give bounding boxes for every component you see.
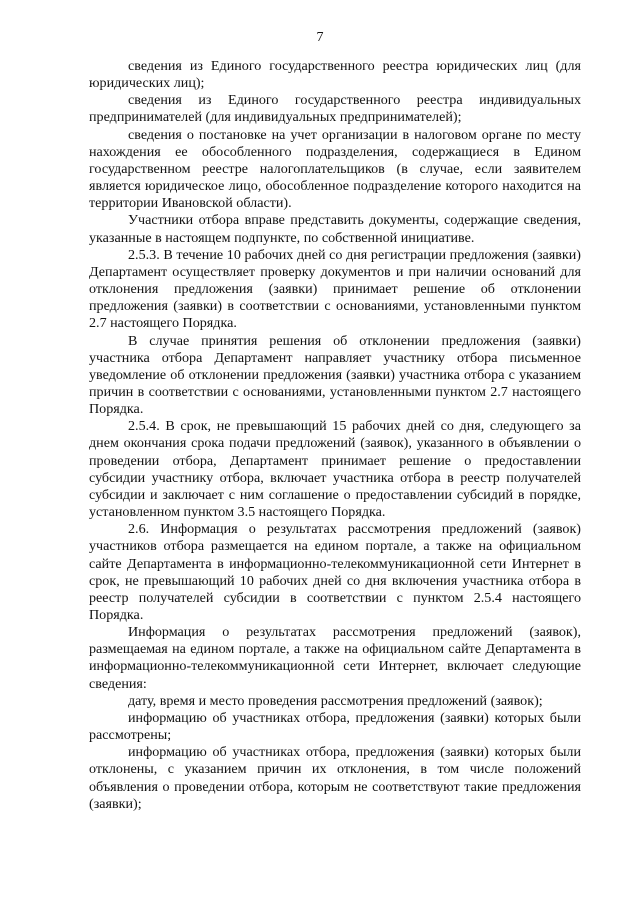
paragraph-rejection-notice: В случае принятия решения об отклонении предложения (заявки) участника отбора Департамент направляет участнику отбора письменное уведомление об отклонении предложения (заявки) участника отбора с указанием причин в соответствии с основаниями, установленными пунктом 2.7 настоящего Порядка. xyxy=(89,332,581,418)
paragraph-2-6: 2.6. Информация о результатах рассмотрения предложений (заявок) участников отбора размещается на едином портале, а также на официальном сайте Департамента в информационно-телекоммуникационной сети Интернет в срок, не превышающий 10 рабочих дней со дня включения участника отбора в реестр получателей субсидии в соответствии с пунктом 2.5.4 настоящего Порядка. xyxy=(89,521,581,623)
paragraph-rejected-participants: информацию об участниках отбора, предложения (заявки) которых были отклонены, с указанием причин их отклонения, в том числе положений объявления о проведении отбора, которым не соответствуют такие предложения (заявки); xyxy=(89,744,581,812)
document-body xyxy=(89,58,581,813)
paragraph-2-5-4: 2.5.4. В срок, не превышающий 15 рабочих дней со дня, следующего за днем окончания срока подачи предложений (заявок), указанного в объявлении о проведении отбора, Департамент принимает решение о предоставлении субсидии участнику отбора, включает участника отбора в реестр получателей субсидии и заключает с ним соглашение о предоставлении субсидий в порядке, установленном пунктом 3.5 настоящего Порядка. xyxy=(89,418,581,521)
page-number: 7 xyxy=(316,30,324,45)
paragraph-date-time-place: дату, время и место проведения рассмотрения предложений (заявок); xyxy=(128,692,543,709)
paragraph-tax-registration-info: сведения о постановке на учет организации в налоговом органе по месту нахождения ее обособленного подразделения, содержащиеся в Едином государственном реестре налогоплательщиков (в случае, если заявителем является юридическое лицо, обособленное подразделение которого находится на территории Ивановской области). xyxy=(89,126,581,212)
paragraph-2-5-3: 2.5.3. В течение 10 рабочих дней со дня регистрации предложения (заявки) Департамент осуществляет проверку документов и при наличии оснований для отклонения предложения (заявки) принимает решение об отклонении предложения (заявки) в соответствии с основаниями, установленными пунктом 2.7 настоящего Порядка. xyxy=(89,246,581,332)
paragraph-egrul-info: сведения из Единого государственного реестра юридических лиц (для юридических лиц); xyxy=(89,58,581,92)
paragraph-own-initiative: Участники отбора вправе представить документы, содержащие сведения, указанные в настоящем подпункте, по собственной инициативе. xyxy=(89,212,581,246)
paragraph-considered-participants: информацию об участниках отбора, предложения (заявки) которых были рассмотрены; xyxy=(89,709,581,744)
paragraph-results-info: Информация о результатах рассмотрения предложений (заявок), размещаемая на едином портале, а также на официальном сайте Департамента в информационно-телекоммуникационной сети Интернет, включает следующие сведения: xyxy=(89,624,581,692)
paragraph-egrip-info: сведения из Единого государственного реестра индивидуальных предпринимателей (для индивидуальных предпринимателей); xyxy=(89,92,581,126)
